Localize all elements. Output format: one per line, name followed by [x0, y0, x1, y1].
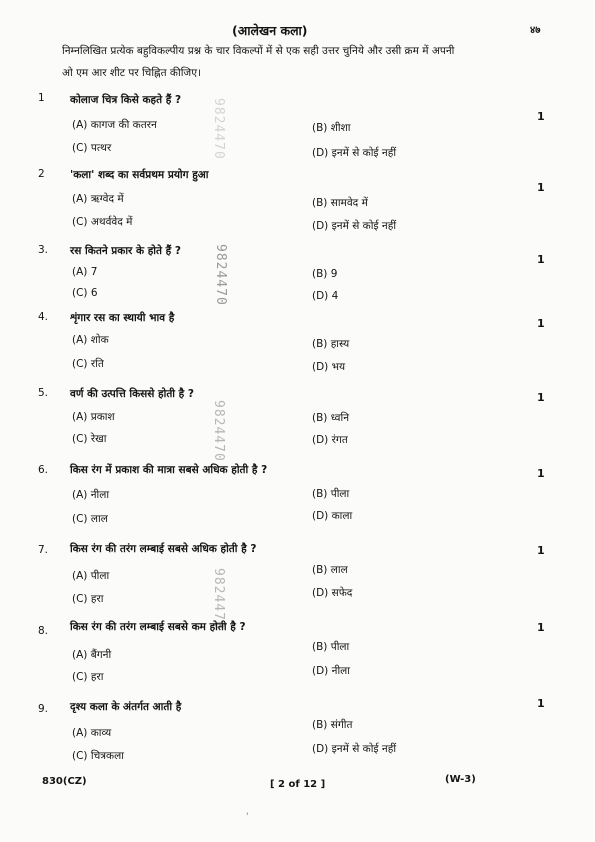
question-mark: 1: [537, 181, 545, 194]
option-d: (D) सफेद: [312, 587, 353, 599]
question-text: 'कला' शब्द का सर्वप्रथम प्रयोग हुआ: [70, 169, 209, 181]
option-c: (C) रति: [72, 358, 104, 370]
option-c: (C) अथर्ववेद में: [72, 216, 133, 228]
page-number: [ 2 of 12 ]: [270, 779, 326, 790]
question-number: 8.: [38, 625, 49, 637]
option-a: (A) काव्य: [72, 727, 112, 739]
question-mark: 1: [537, 391, 545, 404]
scan-speck: ': [246, 812, 249, 822]
watermark-number: 9824470: [211, 98, 226, 160]
option-b: (B) लाल: [312, 564, 348, 576]
option-a: (A) पीला: [72, 570, 110, 582]
question-mark: 1: [537, 467, 545, 480]
question-mark: 1: [537, 110, 545, 123]
question-number: 9.: [38, 703, 49, 715]
question-number: 1: [38, 92, 45, 104]
question-text: शृंगार रस का स्थायी भाव है: [70, 312, 175, 324]
option-c: (C) हरा: [72, 593, 104, 605]
question-number: 3.: [38, 244, 49, 256]
option-c: (C) लाल: [72, 513, 108, 525]
option-d: (D) इनमें से कोई नहीं: [312, 220, 397, 232]
question-mark: 1: [537, 697, 545, 710]
question-mark: 1: [537, 317, 545, 330]
instructions-line-2: ओ एम आर शीट पर चिह्नित कीजिए।: [62, 67, 201, 79]
option-d: (D) रंगत: [312, 434, 348, 446]
option-c: (C) 6: [72, 287, 98, 299]
question-text: दृश्य कला के अंतर्गत आती है: [70, 701, 182, 713]
option-a: (A) शोक: [72, 334, 109, 346]
watermark-number: 9824470: [213, 244, 228, 306]
series-code: (W-3): [445, 774, 476, 785]
option-a: (A) बैंगनी: [72, 649, 112, 661]
question-text: कोलाज चित्र किसे कहते हैं ?: [70, 94, 182, 106]
option-d: (D) 4: [312, 290, 339, 302]
option-c: (C) चित्रकला: [72, 750, 124, 762]
option-b: (B) पीला: [312, 641, 350, 653]
question-mark: 1: [537, 621, 545, 634]
option-b: (B) 9: [312, 268, 338, 280]
question-mark: 1: [537, 544, 545, 557]
question-number: 5.: [38, 387, 49, 399]
option-a: (A) 7: [72, 266, 98, 278]
option-b: (B) संगीत: [312, 719, 353, 731]
question-mark: 1: [537, 253, 545, 266]
option-a: (A) कागज की कतरन: [72, 119, 157, 131]
paper-code: 830(CZ): [42, 776, 87, 787]
option-b: (B) पीला: [312, 488, 350, 500]
question-text: किस रंग की तरंग लम्बाई सबसे अधिक होती है ?: [70, 543, 257, 555]
question-number: 6.: [38, 464, 49, 476]
corner-page-mark: ४७: [530, 25, 541, 36]
option-a: (A) प्रकाश: [72, 411, 115, 423]
watermark-number: 9824470: [211, 400, 226, 462]
option-c: (C) हरा: [72, 671, 104, 683]
option-a: (A) नीला: [72, 489, 110, 501]
question-number: 2: [38, 168, 45, 180]
question-text: किस रंग में प्रकाश की मात्रा सबसे अधिक होती है ?: [70, 464, 268, 476]
watermark-number: 9824470: [211, 568, 226, 630]
option-b: (B) ध्वनि: [312, 412, 350, 424]
option-b: (B) हास्य: [312, 338, 350, 350]
option-c: (C) पत्थर: [72, 142, 112, 154]
question-number: 4.: [38, 311, 49, 323]
instructions-line-1: निम्नलिखित प्रत्येक बहुविकल्पीय प्रश्न के चार विकल्पों में से एक सही उत्तर चुनिये और उसी क्रम में अपनी: [62, 45, 455, 57]
option-d: (D) काला: [312, 510, 353, 522]
option-d: (D) इनमें से कोई नहीं: [312, 147, 397, 159]
option-a: (A) ऋग्वेद में: [72, 193, 124, 205]
option-c: (C) रेखा: [72, 433, 107, 445]
question-text: वर्ण की उत्पत्ति किससे होती है ?: [70, 388, 195, 400]
option-d: (D) नीला: [312, 665, 351, 677]
page-title: (आलेखन कला): [232, 23, 308, 38]
option-b: (B) सामवेद में: [312, 197, 368, 209]
option-d: (D) इनमें से कोई नहीं: [312, 743, 397, 755]
question-text: किस रंग की तरंग लम्बाई सबसे कम होती है ?: [70, 621, 246, 633]
question-number: 7.: [38, 544, 49, 556]
option-d: (D) भय: [312, 361, 346, 373]
question-text: रस कितने प्रकार के होते हैं ?: [70, 245, 181, 257]
option-b: (B) शीशा: [312, 122, 351, 134]
